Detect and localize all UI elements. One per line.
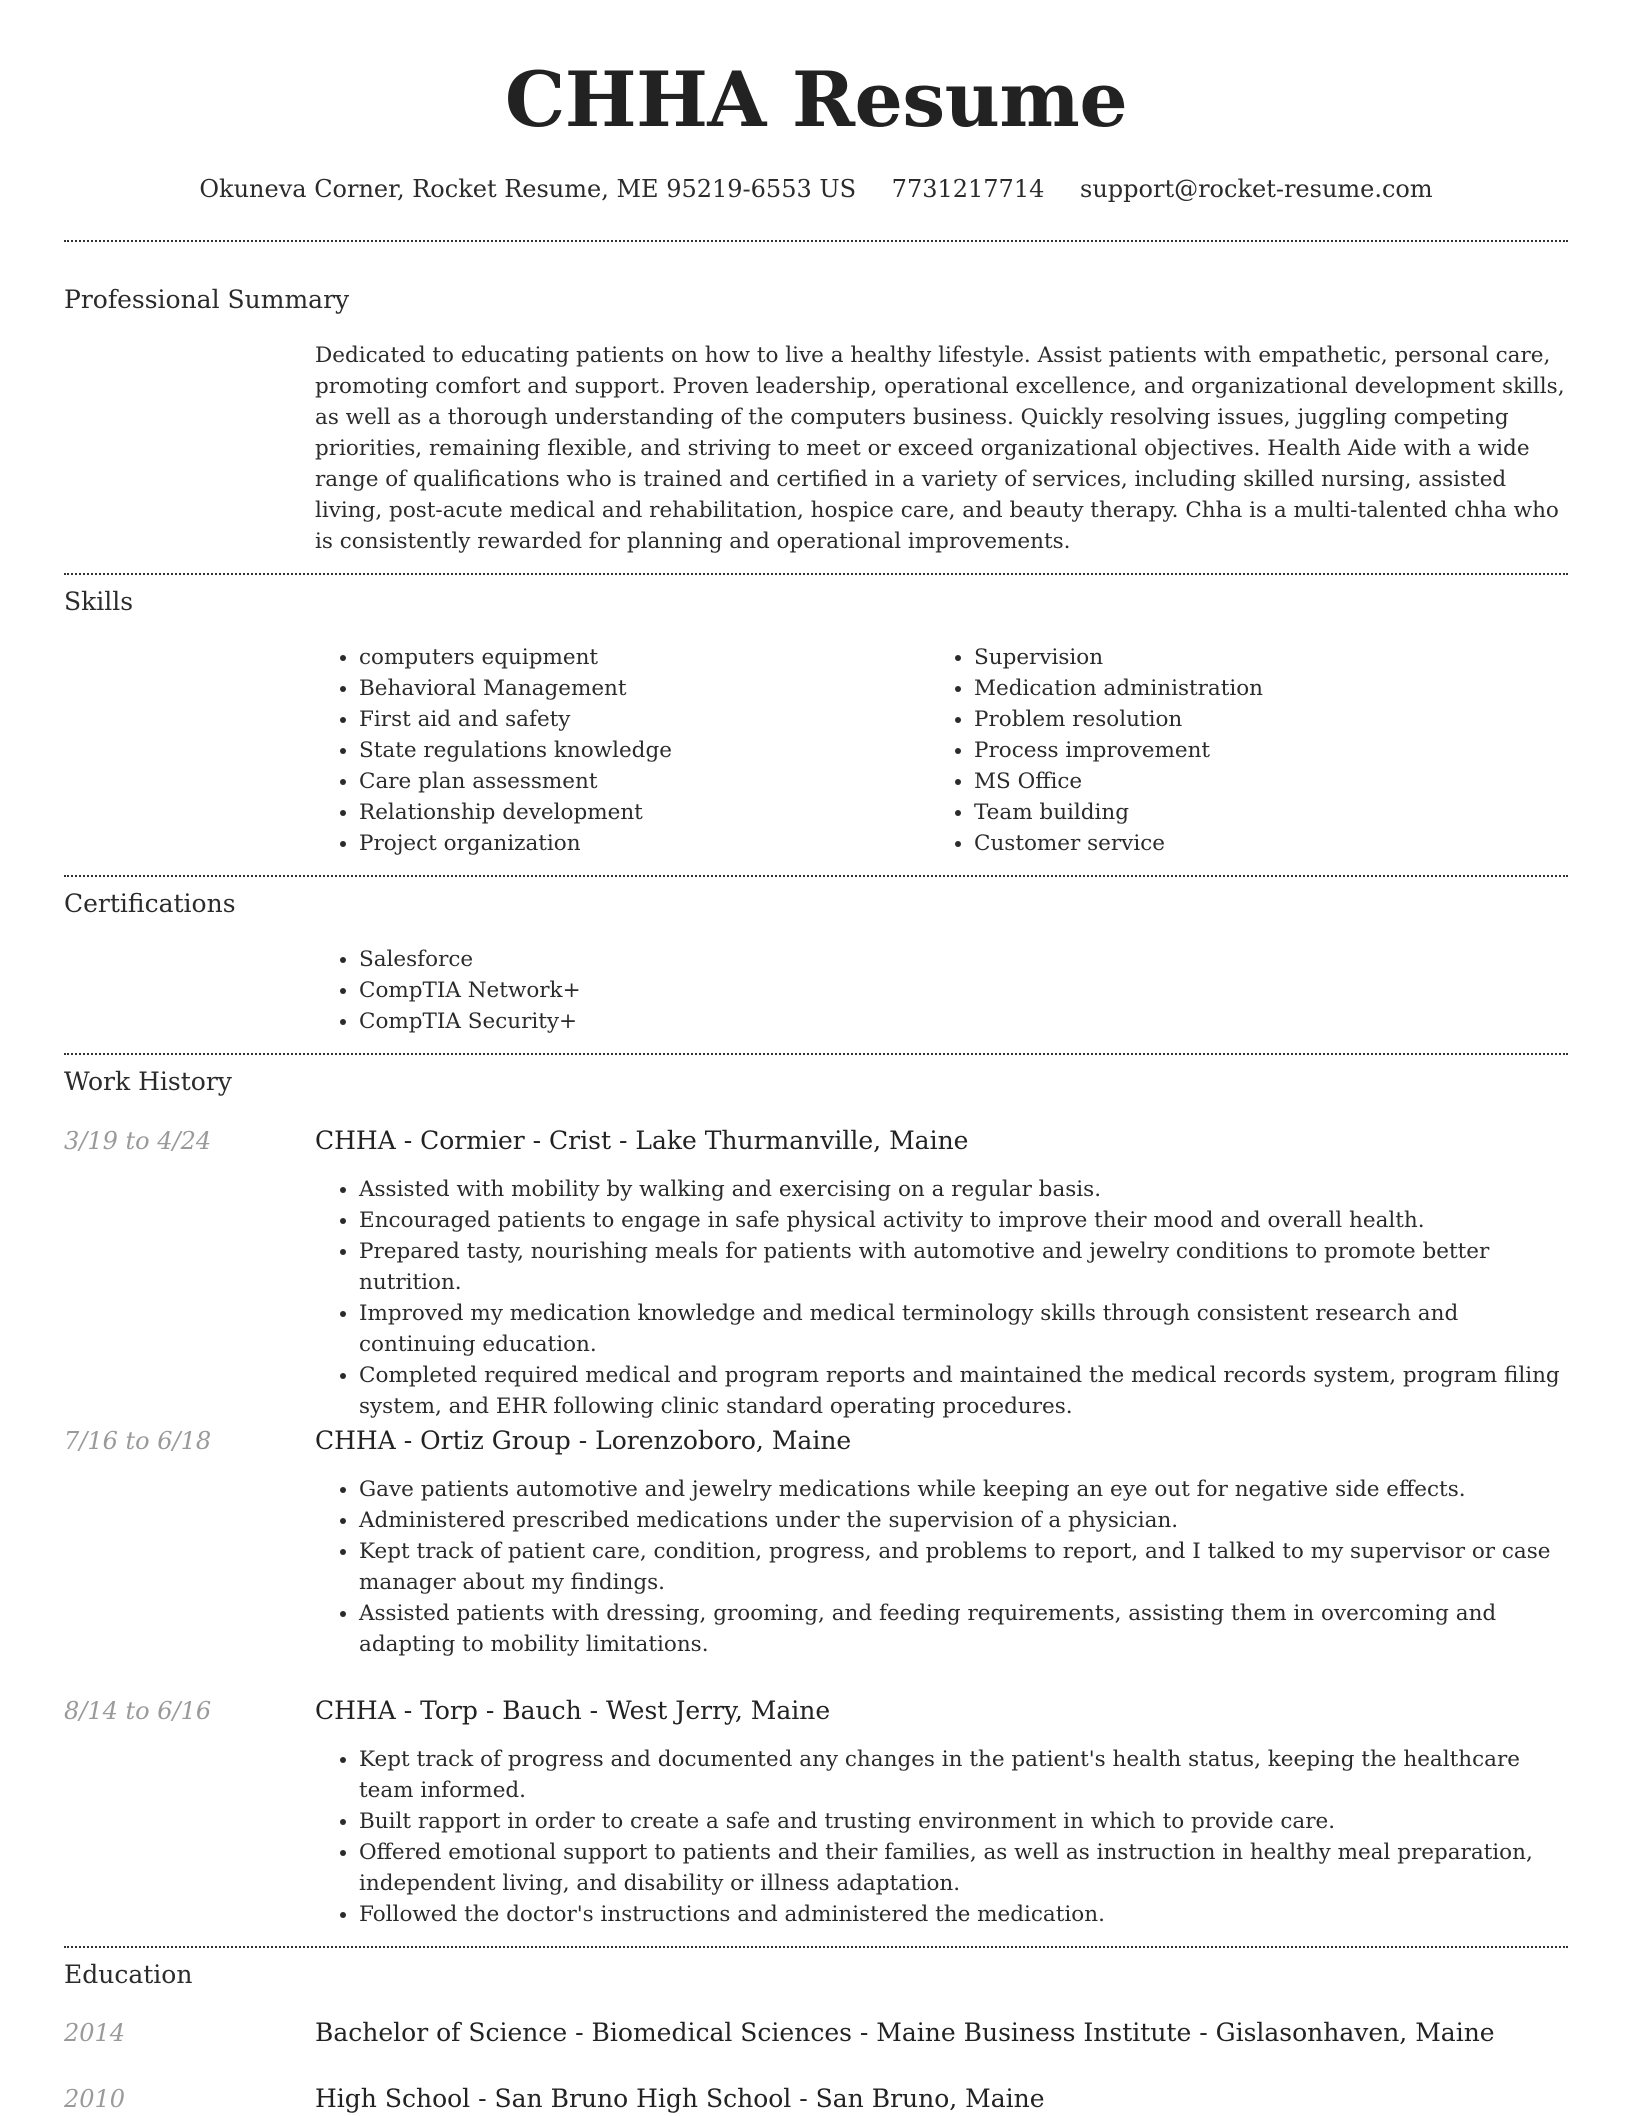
skill-item: • State regulations knowledge <box>359 735 915 766</box>
job-title: CHHA - Ortiz Group - Lorenzoboro, Maine <box>315 1426 852 1455</box>
skill-item: • Process improvement <box>974 735 1530 766</box>
skills-heading: Skills <box>64 587 134 616</box>
job-bullet: • Assisted with mobility by walking and exercising on a regular basis. <box>359 1174 1568 1205</box>
work-history-heading: Work History <box>64 1067 232 1096</box>
job-dates: 7/16 to 6/18 <box>64 1427 212 1455</box>
divider <box>64 1053 1568 1055</box>
skill-item: • Medication administration <box>974 673 1530 704</box>
skill-item: • First aid and safety <box>359 704 915 735</box>
divider <box>64 573 1568 575</box>
skill-item: • Team building <box>974 797 1530 828</box>
contact-email: support@rocket-resume.com <box>1080 175 1433 203</box>
skill-item: • Behavioral Management <box>359 673 915 704</box>
certification-item: • CompTIA Security+ <box>359 1006 915 1037</box>
skill-item: • Supervision <box>974 642 1530 673</box>
skill-item: • Problem resolution <box>974 704 1530 735</box>
job-bullet: • Followed the doctor's instructions and administered the medication. <box>359 1899 1568 1930</box>
job-bullet: • Administered prescribed medications under the supervision of a physician. <box>359 1505 1568 1536</box>
education-year: 2014 <box>64 2019 126 2047</box>
resume-title: CHHA Resume <box>504 55 1128 144</box>
contact-line <box>64 172 1568 206</box>
job-dates: 3/19 to 4/24 <box>64 1127 212 1155</box>
job-bullets <box>315 1744 1568 1930</box>
certifications-list <box>315 944 915 1037</box>
contact-phone: 7731217714 <box>891 175 1045 203</box>
job-bullet: • Kept track of progress and documented any changes in the patient's health status, keeping the healthcare team informed. <box>359 1744 1568 1806</box>
job-bullet: • Prepared tasty, nourishing meals for patients with automotive and jewelry conditions to promote better nutrition. <box>359 1236 1568 1298</box>
certifications-heading: Certifications <box>64 889 236 918</box>
job-bullet: • Built rapport in order to create a safe and trusting environment in which to provide care. <box>359 1806 1568 1837</box>
job-title: CHHA - Cormier - Crist - Lake Thurmanville, Maine <box>315 1126 969 1155</box>
divider <box>64 1946 1568 1948</box>
job-title: CHHA - Torp - Bauch - West Jerry, Maine <box>315 1696 831 1725</box>
job-bullet: • Assisted patients with dressing, grooming, and feeding requirements, assisting them in overcoming and adapting to mobility limitations. <box>359 1598 1568 1660</box>
education-title: Bachelor of Science - Biomedical Sciences - Maine Business Institute - Gislasonhaven, Maine <box>315 2018 1495 2047</box>
contact-address: Okuneva Corner, Rocket Resume, ME 95219-6553 US <box>199 175 857 203</box>
summary-text: Dedicated to educating patients on how to live a healthy lifestyle. Assist patients with empathetic, personal care, promoting comfort and support. Proven leadership, operational excellence, and organizational development skills, as well as a thorough understanding of the computers business. Quickly resolving issues, juggling competing priorities, remaining flexible, and striving to meet or exceed organizational objectives. Health Aide with a wide range of qualifications who is trained and certified in a variety of services, including skilled nursing, assisted living, post-acute medical and rehabilitation, hospice care, and beauty therapy. Chha is a multi-talented chha who is consistently rewarded for planning and operational improvements. <box>315 343 1565 554</box>
skill-item: • MS Office <box>974 766 1530 797</box>
job-bullet: • Gave patients automotive and jewelry medications while keeping an eye out for negative side effects. <box>359 1474 1568 1505</box>
skill-item: • Project organization <box>359 828 915 859</box>
education-title: High School - San Bruno High School - San Bruno, Maine <box>315 2084 1045 2113</box>
education-heading: Education <box>64 1960 193 1989</box>
certification-item: • CompTIA Network+ <box>359 975 915 1006</box>
job-bullet: • Encouraged patients to engage in safe physical activity to improve their mood and overall health. <box>359 1205 1568 1236</box>
skill-item: • Customer service <box>974 828 1530 859</box>
job-bullet: • Kept track of patient care, condition, progress, and problems to report, and I talked to my supervisor or case manager about my findings. <box>359 1536 1568 1598</box>
skills-column-right <box>930 642 1530 859</box>
divider <box>64 240 1568 242</box>
skill-item: • computers equipment <box>359 642 915 673</box>
job-dates: 8/14 to 6/16 <box>64 1697 212 1725</box>
skill-item: • Relationship development <box>359 797 915 828</box>
summary-heading: Professional Summary <box>64 285 350 314</box>
job-bullets <box>315 1174 1568 1422</box>
job-bullet: • Completed required medical and program reports and maintained the medical records system, program filing system, and EHR following clinic standard operating procedures. <box>359 1360 1568 1422</box>
job-bullet: • Offered emotional support to patients and their families, as well as instruction in healthy meal preparation, independent living, and disability or illness adaptation. <box>359 1837 1568 1899</box>
certification-item: • Salesforce <box>359 944 915 975</box>
job-bullet: • Improved my medication knowledge and medical terminology skills through consistent research and continuing education. <box>359 1298 1568 1360</box>
job-bullets <box>315 1474 1568 1660</box>
skill-item: • Care plan assessment <box>359 766 915 797</box>
divider <box>64 875 1568 877</box>
skills-column-left <box>315 642 915 859</box>
education-year: 2010 <box>64 2085 126 2113</box>
